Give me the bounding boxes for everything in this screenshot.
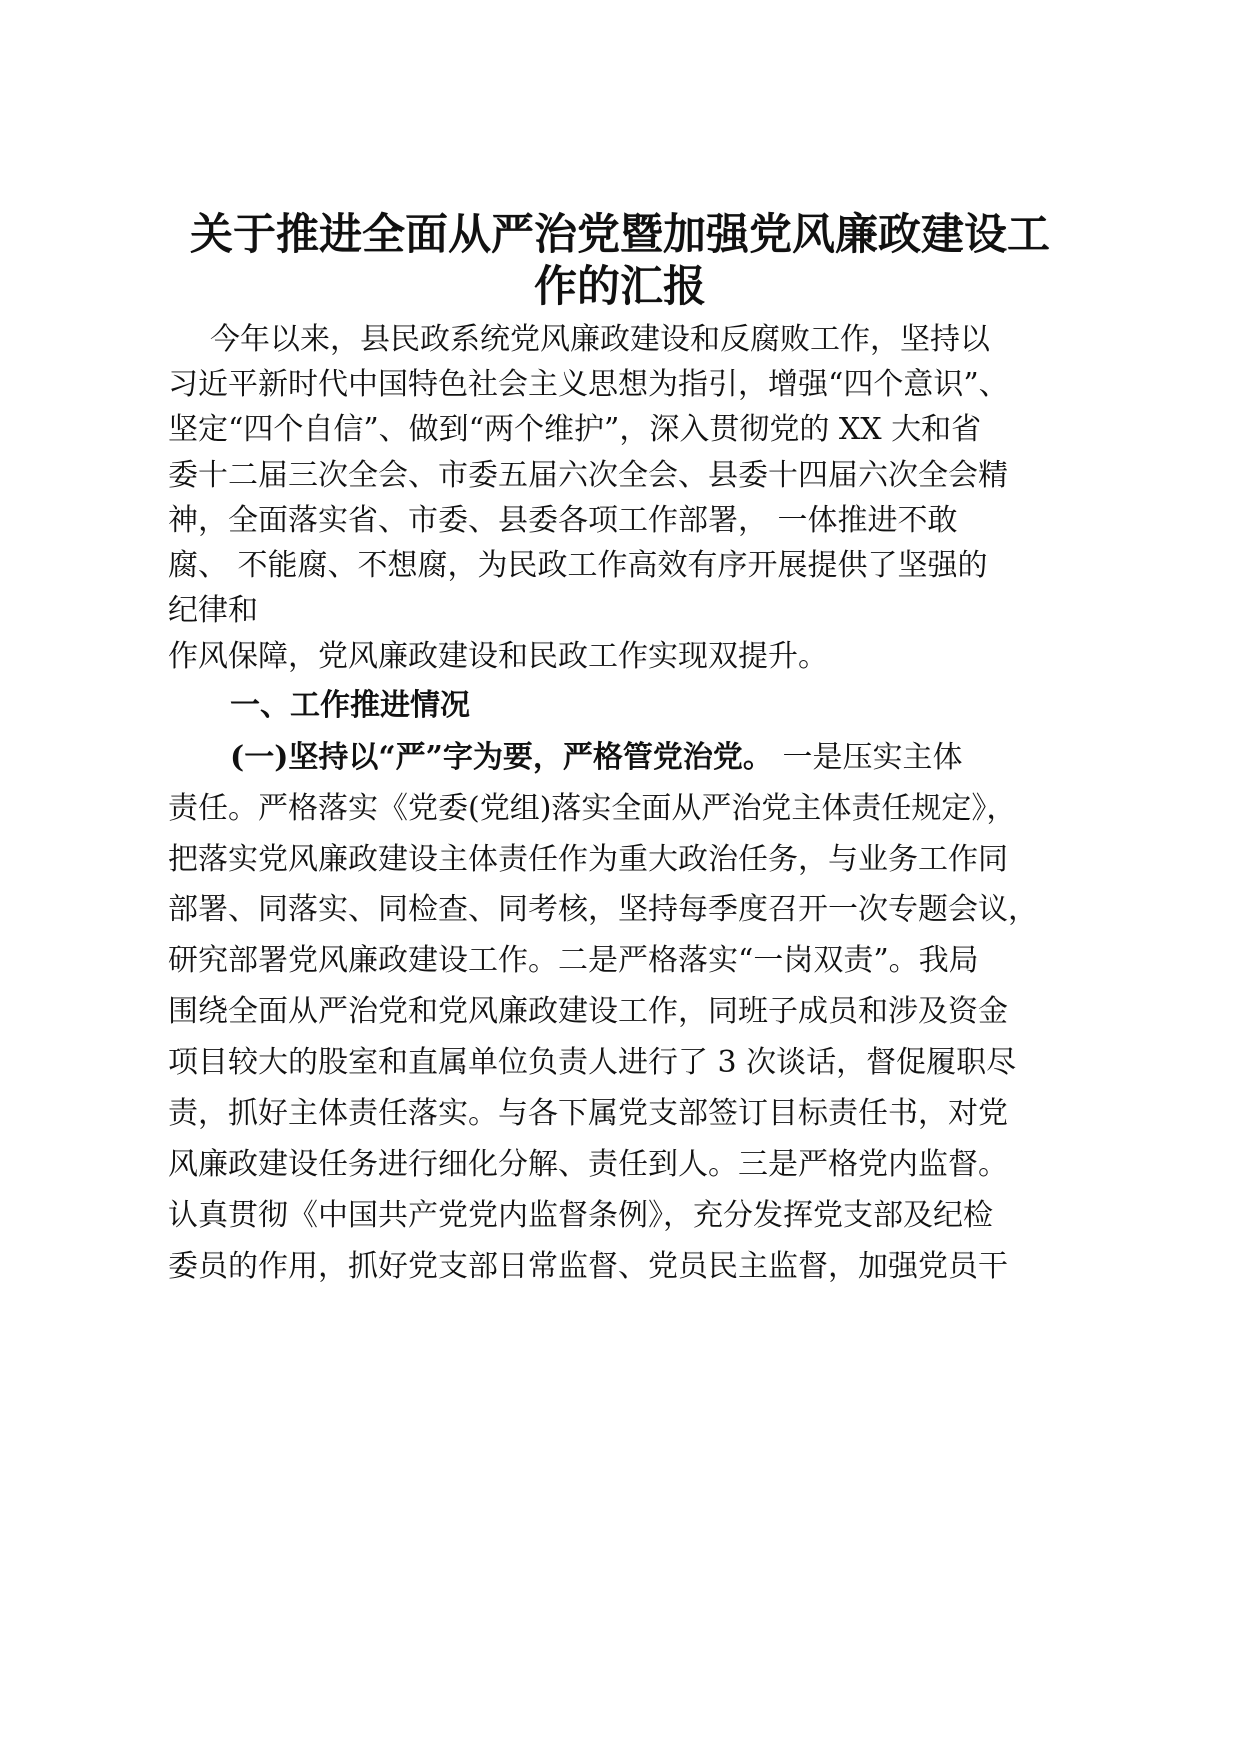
subsection-first-line-rest: 一是压实主体: [772, 740, 963, 775]
body-line-5: 围绕全面从严治党和党风廉政建设工作，同班子成员和涉及资金: [168, 994, 1008, 1029]
document-title-line-2: 作的汇报: [534, 262, 706, 312]
body-line-3: 部署、同落实、同检查、同考核，坚持每季度召开一次专题会议，: [168, 892, 1038, 927]
body-line-2: 把落实党风廉政建设主体责任作为重大政治任务，与业务工作同: [168, 842, 1008, 877]
body-line-1: 责任。严格落实《党委(党组)落实全面从严治党主体责任规定》，: [168, 791, 1017, 826]
intro-line-4: 委十二届三次全会、市委五届六次全会、县委十四届六次全会精: [168, 458, 1008, 493]
subsection-first-line: [230, 738, 962, 778]
intro-line-1: 今年以来，县民政系统党风廉政建设和反腐败工作，坚持以: [210, 322, 990, 357]
intro-line-7: 纪律和: [168, 593, 258, 628]
body-line-6: 项目较大的股室和直属单位负责人进行了 3 次谈话，督促履职尽: [168, 1045, 1017, 1080]
intro-line-6: 腐、 不能腐、不想腐，为民政工作高效有序开展提供了坚强的: [168, 548, 988, 583]
intro-line-3: 坚定“四个自信”、做到“两个维护”，深入贯彻党的 XX 大和省: [168, 412, 982, 447]
section-heading: 一、工作推进情况: [230, 688, 470, 723]
subsection-heading: (一)坚持以“严”字为要，严格管党治党。: [230, 740, 773, 775]
body-line-9: 认真贯彻《中国共产党党内监督条例》，充分发挥党支部及纪检: [168, 1198, 993, 1233]
intro-line-5: 神，全面落实省、市委、县委各项工作部署， 一体推进不敢: [168, 503, 958, 538]
intro-line-2: 习近平新时代中国特色社会主义思想为指引，增强“四个意识”、: [168, 367, 1009, 402]
intro-line-8: 作风保障，党风廉政建设和民政工作实现双提升。: [168, 639, 828, 674]
body-line-7: 责，抓好主体责任落实。与各下属党支部签订目标责任书，对党: [168, 1096, 1008, 1131]
body-line-8: 风廉政建设任务进行细化分解、责任到人。三是严格党内监督。: [168, 1147, 1008, 1182]
body-line-4: 研究部署党风廉政建设工作。二是严格落实“一岗双责”。我局: [168, 943, 979, 978]
body-line-10: 委员的作用，抓好党支部日常监督、党员民主监督，加强党员干: [168, 1249, 1008, 1284]
document-title-line-1: 关于推进全面从严治党暨加强党风廉政建设工: [190, 210, 1050, 260]
